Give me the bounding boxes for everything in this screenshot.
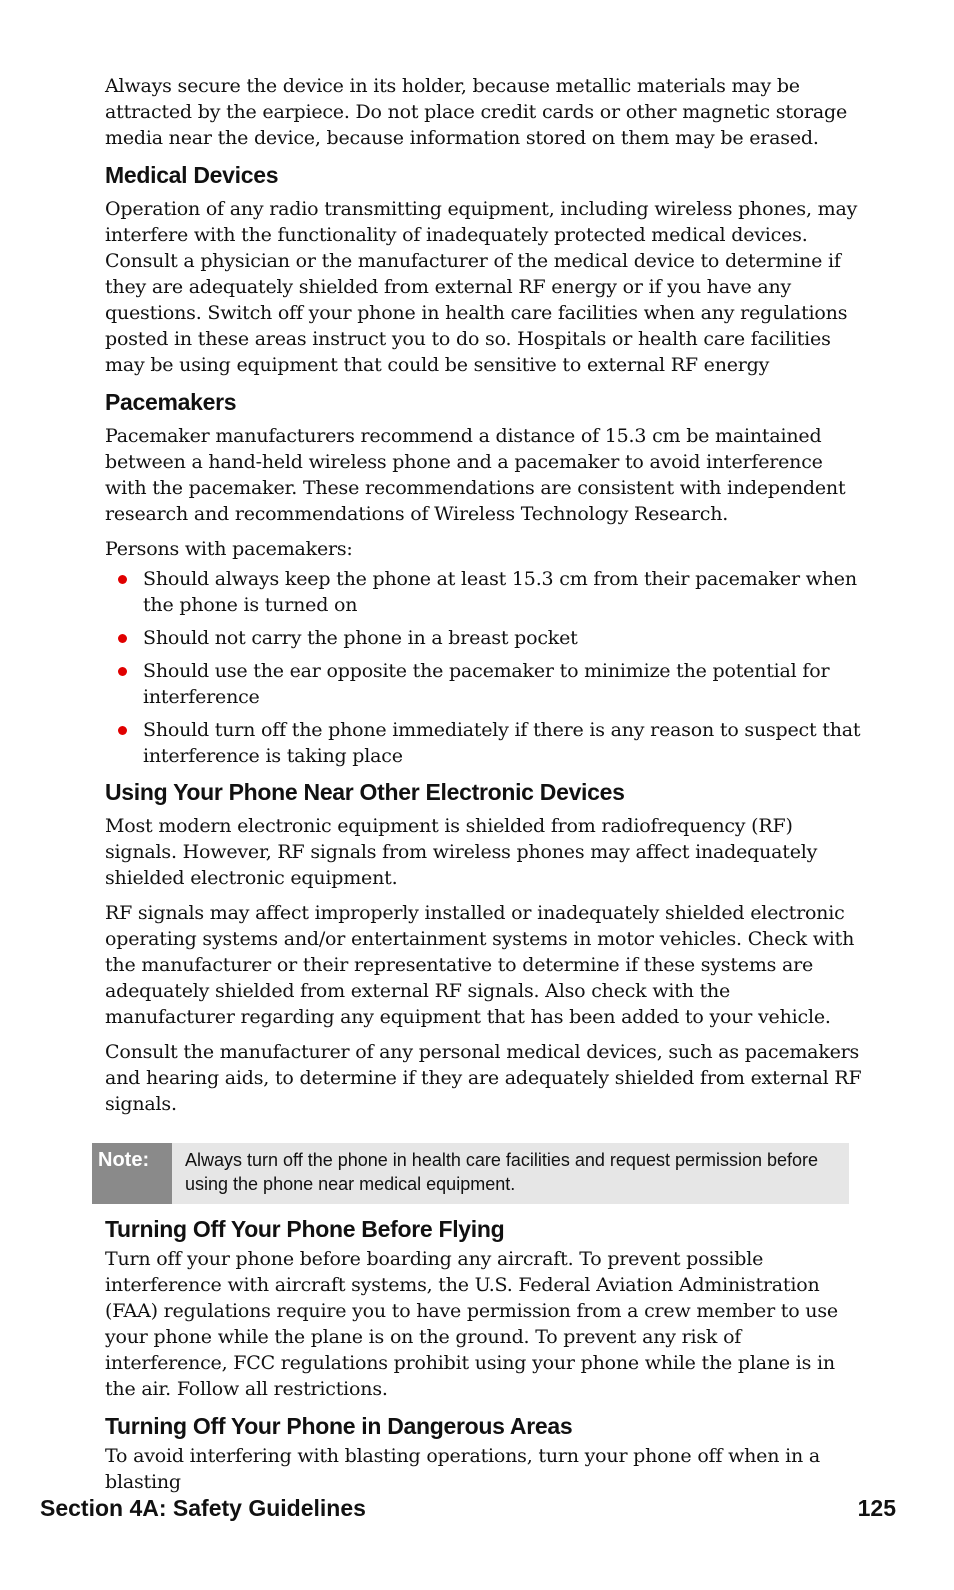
bullet-icon: [118, 726, 127, 735]
flying-paragraph: Turn off your phone before boarding any aircraft. To prevent possible interference with aircraft systems, the U.S. Federal Aviation Administration (FAA) regulations require you to have permission from a crew member to use your phone while the plane is on the ground. To prevent any risk of interference, FCC regulations prohibit using your phone while the plane is in the air. Follow all restrictions.: [105, 1248, 838, 1400]
bullet-icon: [118, 634, 127, 643]
bullet-text: Should always keep the phone at least 15.3 cm from their pacemaker when the phone is turned on: [143, 568, 857, 616]
note-box: [92, 1143, 849, 1204]
list-item: [105, 658, 865, 710]
pacemakers-lead: Persons with pacemakers:: [105, 538, 353, 560]
dangerous-areas-paragraph: To avoid interfering with blasting operations, turn your phone off when in a blasting: [105, 1445, 820, 1493]
flying-heading: Turning Off Your Phone Before Flying: [105, 1216, 505, 1242]
note-label: Note:: [92, 1143, 172, 1204]
electronic-devices-heading: Using Your Phone Near Other Electronic Devices: [105, 779, 625, 805]
list-item: [105, 625, 865, 651]
bullet-icon: [118, 667, 127, 676]
bullet-text: Should not carry the phone in a breast pocket: [143, 627, 578, 649]
intro-paragraph: Always secure the device in its holder, because metallic materials may be attracted by the earpiece. Do not place credit cards or other magnetic storage media near the device, because information stored on them may be erased.: [105, 75, 848, 149]
dangerous-areas-heading: Turning Off Your Phone in Dangerous Areas: [105, 1413, 573, 1439]
medical-devices-paragraph: Operation of any radio transmitting equipment, including wireless phones, may interfere with the functionality of inadequately protected medical devices. Consult a physician or the manufacturer of the medical device to determine if they are adequately shielded from external RF energy or if you have any questions. Switch off your phone in health care facilities when any regulations posted in these areas instruct you to do so. Hospitals or health care facilities may be using equipment that could be sensitive to external RF energy: [105, 198, 858, 376]
footer-page-number: 125: [857, 1495, 896, 1521]
pacemakers-paragraph: Pacemaker manufacturers recommend a distance of 15.3 cm be maintained between a hand-held wireless phone and a pacemaker to avoid interference with the pacemaker. These recommendations are consistent with independent research and recommendations of Wireless Technology Research.: [105, 425, 846, 525]
page-footer: [40, 1495, 896, 1522]
electronic-paragraph-2: RF signals may affect improperly installed or inadequately shielded electronic operating systems and/or entertainment systems in motor vehicles. Check with the manufacturer or their representative to determine if these systems are adequately shielded from external RF signals. Also check with the manufacturer regarding any equipment that has been added to your vehicle.: [105, 902, 855, 1028]
electronic-paragraph-1: Most modern electronic equipment is shielded from radiofrequency (RF) signals. However, RF signals from wireless phones may affect inadequately shielded electronic equipment.: [105, 815, 818, 889]
list-item: [105, 566, 865, 618]
pacemaker-bullet-list: [105, 566, 865, 769]
bullet-text: Should turn off the phone immediately if there is any reason to suspect that interference is taking place: [143, 719, 861, 767]
electronic-paragraph-3: Consult the manufacturer of any personal medical devices, such as pacemakers and hearing aids, to determine if they are adequately shielded from external RF signals.: [105, 1041, 862, 1115]
note-text: Always turn off the phone in health care facilities and request permission before using the phone near medical equipment.: [185, 1150, 819, 1194]
list-item: [105, 717, 865, 769]
footer-section-title: Section 4A: Safety Guidelines: [40, 1495, 366, 1521]
medical-devices-heading: Medical Devices: [105, 162, 279, 188]
page-content: [98, 73, 865, 1504]
bullet-text: Should use the ear opposite the pacemaker to minimize the potential for interference: [143, 660, 830, 708]
bullet-icon: [118, 575, 127, 584]
pacemakers-heading: Pacemakers: [105, 389, 237, 415]
